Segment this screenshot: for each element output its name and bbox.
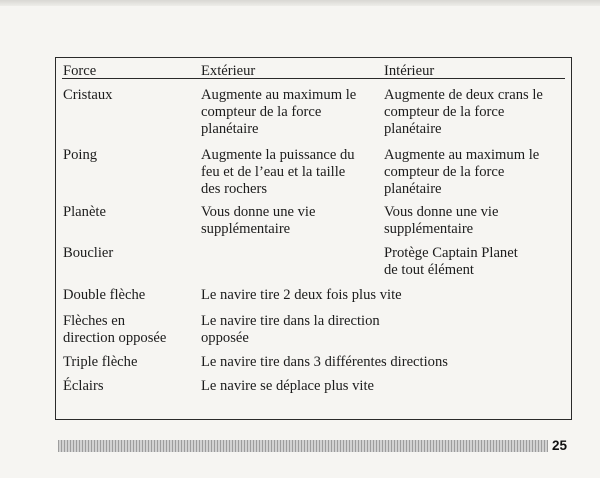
scan-top-edge (0, 0, 600, 6)
row-cristaux-interieur-line-2: compteur de la force (384, 104, 505, 120)
row-cristaux-force: Cristaux (63, 87, 113, 103)
row-bouclier-interieur-line-1: Protège Captain Planet (384, 245, 518, 261)
header-exterieur: Extérieur (201, 63, 256, 79)
row-poing-exterieur-line-3: des rochers (201, 181, 268, 197)
row-planete-interieur-line-1: Vous donne une vie (384, 204, 499, 220)
row-planete-interieur-line-2: supplémentaire (384, 221, 474, 237)
row-double-fleche-force: Double flèche (63, 287, 146, 303)
row-cristaux-exterieur-line-2: compteur de la force (201, 104, 322, 120)
row-triple-fleche-exterieur-line-1: Le navire tire dans 3 différentes directions (201, 354, 448, 370)
row-bouclier-interieur-line-2: de tout élément (384, 262, 474, 278)
row-bouclier-force: Bouclier (63, 245, 114, 261)
row-fleches-opposee-exterieur-line-1: Le navire tire dans la direction (201, 313, 380, 329)
header-interieur: Intérieur (384, 63, 435, 79)
row-poing-exterieur-line-1: Augmente la puissance du (201, 147, 355, 163)
row-cristaux-exterieur-line-1: Augmente au maximum le (201, 87, 357, 103)
row-cristaux-interieur-line-3: planétaire (384, 121, 442, 137)
row-planete-exterieur-line-2: supplémentaire (201, 221, 291, 237)
row-cristaux-interieur-line-1: Augmente de deux crans le (384, 87, 543, 103)
row-fleches-opposee-exterieur-line-2: opposée (201, 330, 249, 346)
row-eclairs-force: Éclairs (63, 378, 104, 394)
row-fleches-opposee-force-line-2: direction opposée (63, 330, 167, 346)
row-poing-force: Poing (63, 147, 98, 163)
row-planete-force: Planète (63, 204, 106, 220)
powers-table (55, 57, 572, 420)
row-double-fleche-exterieur-line-1: Le navire tire 2 deux fois plus vite (201, 287, 402, 303)
row-triple-fleche-force: Triple flèche (63, 354, 138, 370)
row-cristaux-exterieur-line-3: planétaire (201, 121, 259, 137)
row-poing-exterieur-line-2: feu et de l’eau et la taille (201, 164, 346, 180)
header-force: Force (63, 63, 97, 79)
row-poing-interieur-line-3: planétaire (384, 181, 442, 197)
row-eclairs-exterieur-line-1: Le navire se déplace plus vite (201, 378, 375, 394)
row-poing-interieur-line-2: compteur de la force (384, 164, 505, 180)
row-poing-interieur-line-1: Augmente au maximum le (384, 147, 540, 163)
header-divider (62, 78, 565, 79)
page-number: 25 (552, 438, 568, 453)
footer-band (58, 440, 548, 452)
row-planete-exterieur-line-1: Vous donne une vie (201, 204, 316, 220)
row-fleches-opposee-force-line-1: Flèches en (63, 313, 126, 329)
